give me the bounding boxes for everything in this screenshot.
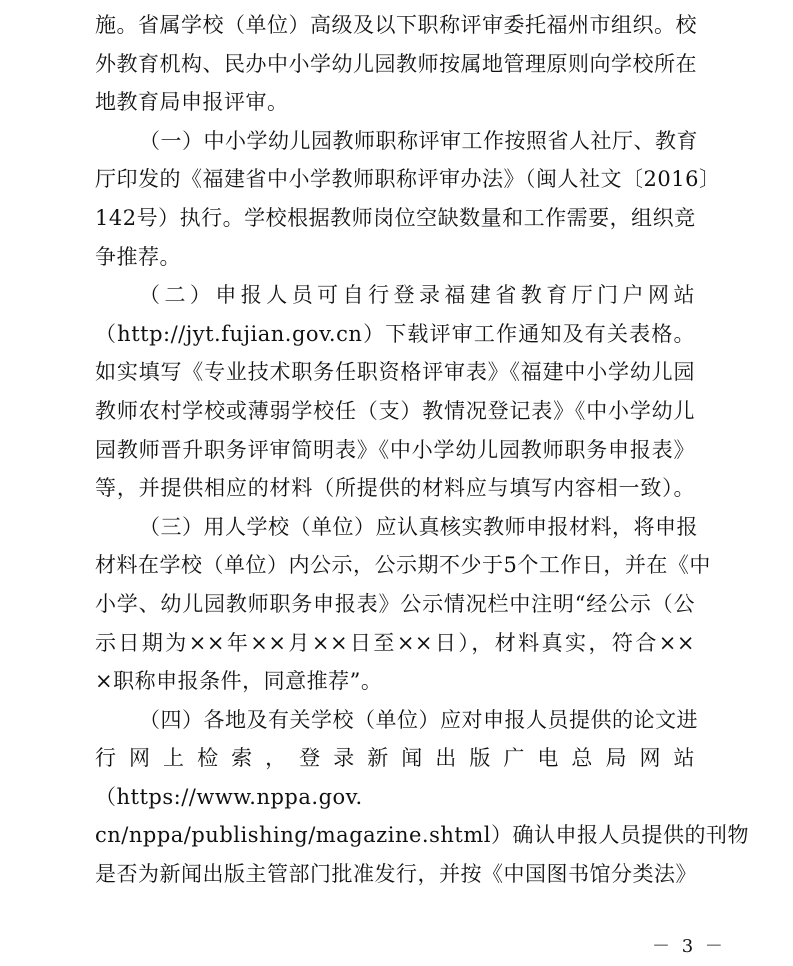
text-line-14: （三）用人学校（单位）应认真核实教师申报材料，将申报 (139, 514, 698, 539)
text-line-11: 教师农村学校或薄弱学校任（支）教情况登记表》《中小学幼儿 (95, 398, 695, 423)
text-line-6: 142号）执行。学校根据教师岗位空缺数量和工作需要，组织竞 (95, 205, 696, 230)
text-line-10: 如实填写《专业技术职务任职资格评审表》《福建中小学幼儿园 (95, 360, 695, 385)
text-line-17: 示日期为××年××月××日至××日），材料真实，符合×× (95, 630, 695, 655)
text-line-22: cn/nppa/publishing/magazine.shtml）确认申报人员提供的刊物 (95, 823, 749, 848)
text-line-23: 是否为新闻出版主管部门批准发行，并按《中国图书馆分类法》 (95, 862, 697, 887)
text-line-5: 厅印发的《福建省中小学教师职称评审办法》（闽人社文〔2016〕 (95, 167, 721, 192)
text-line-2: 外教育机构、民办中小学幼儿园教师按属地管理原则向学校所在 (95, 51, 697, 76)
text-line-15: 材料在学校（单位）内公示，公示期不少于5个工作日，并在《中 (95, 553, 711, 578)
text-line-1: 施。省属学校（单位）高级及以下职称评审委托福州市组织。校 (95, 13, 697, 37)
text-line-19: （四）各地及有关学校（单位）应对申报人员提供的论文进 (139, 707, 698, 732)
text-line-12: 园教师晋升职务评审简明表》《中小学幼儿园教师职务申报表》 (95, 437, 695, 462)
page-number: － 3 － (652, 936, 726, 957)
text-line-16: 小学、幼儿园教师职务申报表》公示情况栏中注明“经公示（公 (95, 591, 695, 616)
text-line-13: 等，并提供相应的材料（所提供的材料应与填写内容相一致）。 (95, 476, 695, 501)
document-body (95, 6, 749, 894)
text-line-18: ×职称申报条件，同意推荐”。 (95, 669, 383, 694)
text-line-7: 争推荐。 (95, 244, 181, 269)
text-line-4: （一）中小学幼儿园教师职称评审工作按照省人社厅、教育 (139, 128, 698, 153)
text-line-9: （http://jyt.fujian.gov.cn）下载评审工作通知及有关表格。 (95, 321, 695, 346)
text-line-8: （二）申报人员可自行登录福建省教育厅门户网站 (139, 283, 695, 308)
text-line-21: （https://www.nppa.gov. (95, 784, 363, 809)
text-line-20: 行网上检索，登录新闻出版广电总局网站 (95, 746, 695, 771)
text-line-3: 地教育局申报评审。 (95, 90, 289, 115)
